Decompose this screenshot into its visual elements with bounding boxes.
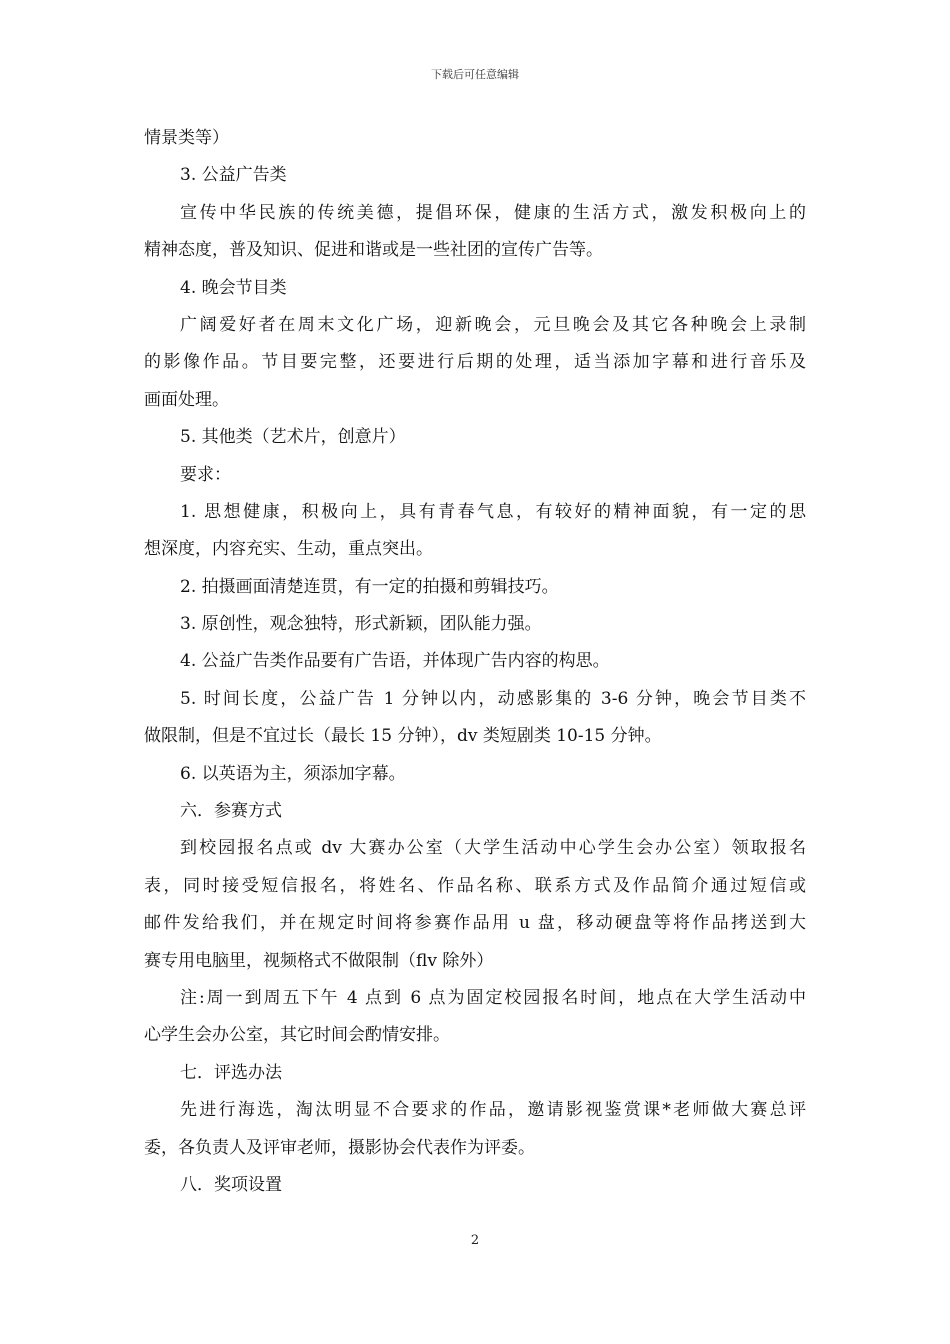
paragraph-line: 广阔爱好者在周末文化广场，迎新晚会，元旦晚会及其它各种晚会上录制 [180, 314, 806, 335]
paragraph-line: 赛专用电脑里，视频格式不做限制（flv 除外） [144, 950, 494, 971]
note-line: 注:周一到周五下午 4 点到 6 点为固定校园报名时间，地点在大学生活动中 [180, 987, 806, 1008]
page-number: 2 [470, 1233, 480, 1248]
section-heading: 5. 其他类（艺术片，创意片） [180, 427, 406, 448]
section-heading: 3. 公益广告类 [180, 165, 287, 186]
list-item: 6. 以英语为主，须添加字幕。 [180, 763, 406, 784]
paragraph-line: 先进行海选，淘汰明显不合要求的作品，邀请影视鉴赏课*老师做大赛总评 [180, 1100, 806, 1121]
list-item: 3. 原创性，观念独特，形式新颖，团队能力强。 [180, 614, 542, 635]
paragraph-line: 邮件发给我们，并在规定时间将参赛作品用 u 盘，移动硬盘等将作品拷送到大 [144, 913, 806, 934]
paragraph-line: 宣传中华民族的传统美德，提倡环保，健康的生活方式，激发积极向上的 [180, 202, 806, 223]
paragraph-line: 情景类等） [144, 128, 229, 148]
section-heading: 八．奖项设置 [180, 1174, 282, 1195]
note-line: 心学生会办公室，其它时间会酌情安排。 [144, 1025, 450, 1046]
document-body [144, 120, 806, 1204]
list-item: 做限制，但是不宜过长（最长 15 分钟），dv 类短剧类 10-15 分钟。 [144, 726, 662, 747]
list-item: 1. 思想健康，积极向上，具有青春气息，有较好的精神面貌，有一定的思 [180, 501, 806, 522]
section-heading: 六．参赛方式 [180, 801, 282, 822]
list-item: 2. 拍摄画面清楚连贯，有一定的拍摄和剪辑技巧。 [180, 576, 559, 597]
list-item: 想深度，内容充实、生动，重点突出。 [144, 539, 433, 560]
paragraph-line: 表，同时接受短信报名，将姓名、作品名称、联系方式及作品简介通过短信或 [144, 875, 806, 896]
section-heading: 4. 晚会节目类 [180, 277, 287, 298]
paragraph-line: 到校园报名点或 dv 大赛办公室（大学生活动中心学生会办公室）领取报名 [180, 838, 806, 859]
paragraph-line: 委，各负责人及评审老师，摄影协会代表作为评委。 [144, 1137, 535, 1158]
paragraph-line: 精神态度，普及知识、促进和谐或是一些社团的宣传广告等。 [144, 240, 603, 261]
section-heading: 七．评选办法 [180, 1062, 282, 1083]
list-item: 4. 公益广告类作品要有广告语，并体现广告内容的构思。 [180, 651, 610, 672]
paragraph-line: 画面处理。 [144, 389, 229, 410]
list-item: 5. 时间长度，公益广告 1 分钟以内，动感影集的 3-6 分钟，晚会节目类不 [180, 688, 806, 709]
paragraph-line: 的影像作品。节目要完整，还要进行后期的处理，适当添加字幕和进行音乐及 [144, 352, 806, 373]
page-header: 下载后可任意编辑 [431, 68, 519, 81]
section-heading: 要求： [180, 464, 231, 485]
